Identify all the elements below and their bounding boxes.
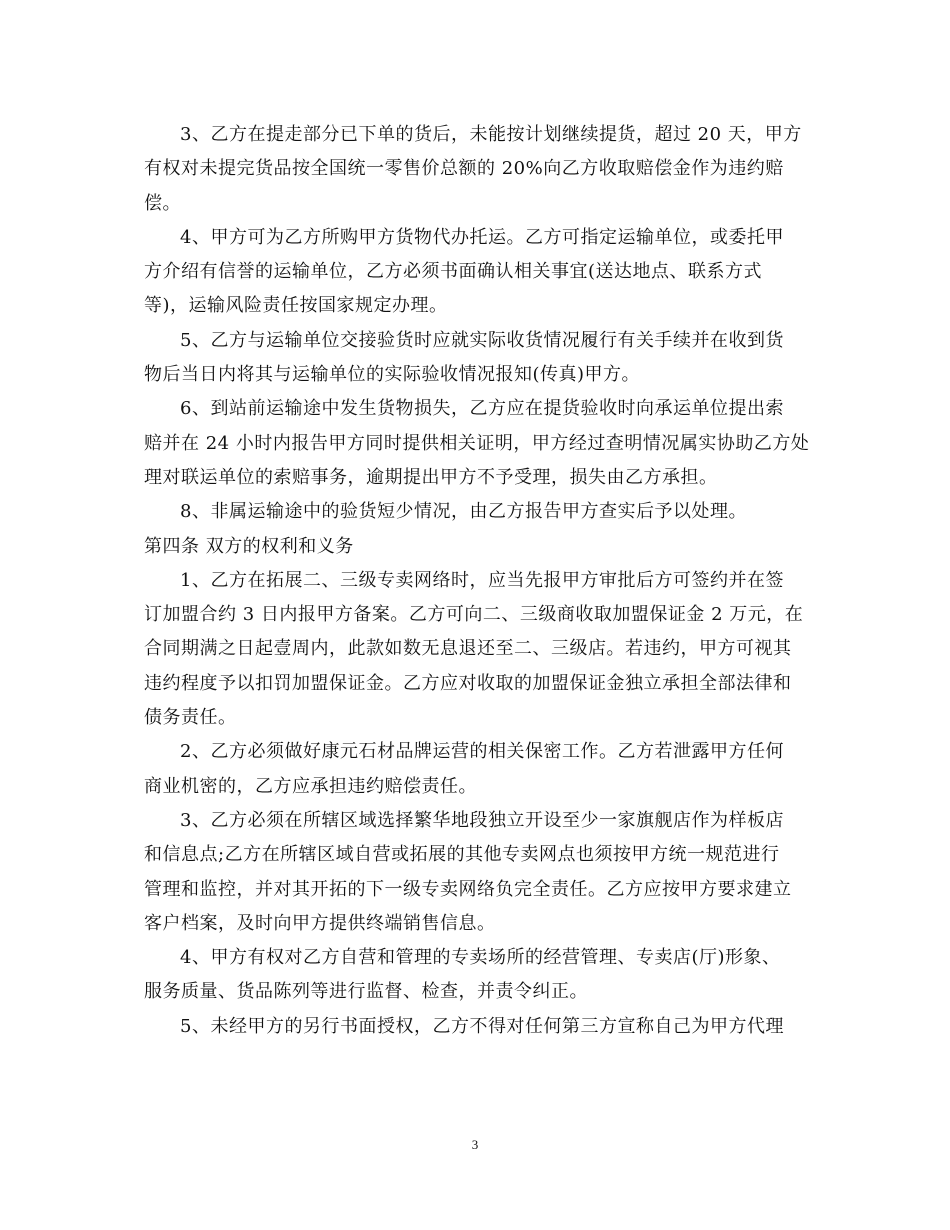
article-4-heading: [144, 530, 804, 564]
text-line: 合同期满之日起壹周内，此款如数无息退还至二、三级店。若违约，甲方可视其: [144, 638, 792, 660]
text-line: 偿。: [144, 192, 181, 214]
clause-4-shipping: [144, 221, 804, 324]
text-line: 方介绍有信誉的运输单位，乙方必须书面确认相关事宜(送达地点、联系方式: [144, 261, 763, 283]
text-line: 订加盟合约 3 日内报甲方备案。乙方可向二、三级商收取加盟保证金 2 万元，在: [144, 604, 804, 626]
clause-8-shortage: [144, 495, 804, 529]
text-line: 等)，运输风险责任按国家规定办理。: [144, 295, 448, 317]
section-heading: 第四条 双方的权利和义务: [144, 535, 354, 557]
article-4-item-2: [144, 735, 804, 804]
text-line: 1、乙方在拓展二、三级专卖网络时，应当先报甲方审批后方可签约并在签: [180, 569, 784, 591]
text-line: 物后当日内将其与运输单位的实际验收情况报知(传真)甲方。: [144, 364, 641, 386]
article-4-item-1: [144, 564, 804, 735]
page-number: 3: [471, 1137, 479, 1152]
text-line: 5、乙方与运输单位交接验货时应就实际收货情况履行有关手续并在收到货: [180, 329, 784, 351]
text-line: 商业机密的，乙方应承担违约赔偿责任。: [144, 775, 477, 797]
text-line: 和信息点;乙方在所辖区域自营或拓展的其他专卖网点也须按甲方统一规范进行: [144, 844, 780, 866]
text-line: 5、未经甲方的另行书面授权，乙方不得对任何第三方宣称自己为甲方代理: [180, 1015, 784, 1037]
text-line: 4、甲方可为乙方所购甲方货物代办托运。乙方可指定运输单位，或委托甲: [180, 226, 784, 248]
text-line: 债务责任。: [144, 707, 237, 729]
text-line: 理对联运单位的索赔事务，逾期提出甲方不予受理，损失由乙方承担。: [144, 466, 718, 488]
text-line: 有权对未提完货品按全国统一零售价总额的 20%向乙方收取赔偿金作为违约赔: [144, 158, 784, 180]
document-body: [144, 118, 810, 1044]
text-line: 客户档案，及时向甲方提供终端销售信息。: [144, 912, 496, 934]
text-line: 2、乙方必须做好康元石材品牌运营的相关保密工作。乙方若泄露甲方任何: [180, 741, 784, 763]
article-4-item-5: [144, 1010, 804, 1044]
text-line: 8、非属运输途中的验货短少情况，由乙方报告甲方查实后予以处理。: [180, 501, 747, 523]
text-line: 3、乙方在提走部分已下单的货后，未能按计划继续提货，超过 20 天，甲方: [180, 124, 802, 145]
text-line: 服务质量、货品陈列等进行监督、检查，并责令纠正。: [144, 981, 588, 1003]
article-4-item-3: [144, 804, 804, 941]
text-line: 3、乙方必须在所辖区域选择繁华地段独立开设至少一家旗舰店作为样板店: [180, 809, 784, 831]
text-line: 赔并在 24 小时内报告甲方同时提供相关证明，甲方经过查明情况属实协助乙方处: [144, 432, 810, 454]
text-line: 管理和监控，并对其开拓的下一级专卖网络负完全责任。乙方应按甲方要求建立: [144, 878, 792, 900]
clause-3-compensation: [144, 118, 804, 221]
text-line: 违约程度予以扣罚加盟保证金。乙方应对收取的加盟保证金独立承担全部法律和: [144, 672, 792, 694]
text-line: 4、甲方有权对乙方自营和管理的专卖场所的经营管理、专卖店(厅)形象、: [180, 947, 781, 969]
text-line: 6、到站前运输途中发生货物损失，乙方应在提货验收时向承运单位提出索: [180, 398, 784, 420]
clause-5-inspection: [144, 324, 804, 393]
clause-6-transit-loss: [144, 392, 810, 495]
article-4-item-4: [144, 941, 804, 1010]
